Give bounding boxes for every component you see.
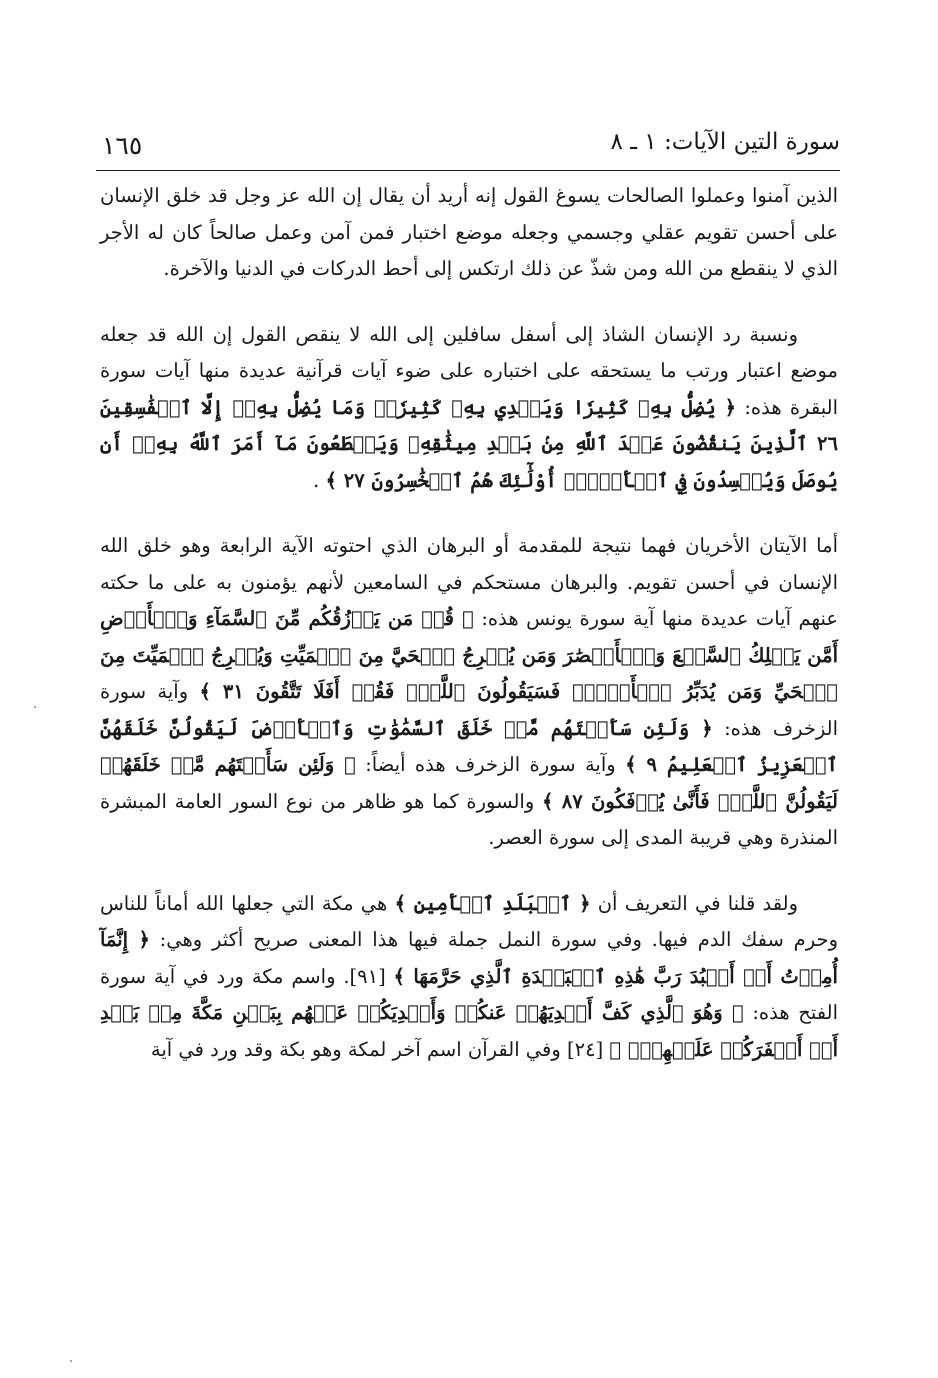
paragraph-text: ونسبة رد الإنسان الشاذ إلى أسفل سافلين إلى الله لا ينقص القول إن الله قد جعله موضع اعتبار ورتب ما يستحقه على اختباره على ضوء آيات قرآنية عديدة منها آيات سورة البقرة هذه: [100,322,838,419]
paragraph-text: . [313,468,326,492]
running-title: سورة التين الآيات: ١ ـ ٨ [610,129,840,155]
scan-speck [70,1360,72,1362]
paragraph-text: [٢٤] وفي القرآن اسم آخر لمكة وهو بكة وقد ورد في آية [150,1037,610,1061]
paragraph-text: والسورة كما هو ظاهر من نوع السور العامة المبشرة المنذرة وهي قريبة المدى إلى سورة العصر. [100,789,838,849]
paragraph-3 [100,528,838,857]
paragraph-spacer [100,499,838,528]
scan-speck [34,706,36,708]
paragraph-4 [100,886,838,1069]
quran-quote: ﴿ وَهُوَ ٱلَّذِي كَفَّ أَيۡدِيَهُمۡ عَنكُمۡ وَأَيۡدِيَكُمۡ عَنۡهُم بِبَطۡنِ مَكَّةَ مِنۢ بَعۡدِ أَنۡ أَظۡفَرَكُمۡ عَلَيۡهِمۡۚ ﴾ [100,1001,838,1061]
quran-quote: ﴿ ٱلۡبَلَدِ ٱلۡأَمِينِ ﴾ [394,891,591,915]
quran-quote: ﴿ يُضِلُّ بِهِۦ كَثِيرٗا وَيَهۡدِي بِهِۦ كَثِيرٗاۚ وَمَا يُضِلُّ بِهِۦٓ إِلَّا ٱلۡفَٰسِقِينَ ٢٦ ٱلَّذِينَ يَنقُضُونَ عَهۡدَ ٱللَّهِ مِنۢ بَعۡدِ مِيثَٰقِهِۦ وَيَقۡطَعُونَ مَآ أَمَرَ ٱللَّهُ بِهِۦٓ أَن يُوصَلَ وَيُفۡسِدُونَ فِي ٱلۡأَرۡضِۚ أُوْلَٰٓئِكَ هُمُ ٱلۡخَٰسِرُونَ ٢٧ ﴾ [100,395,838,492]
paragraph-spacer [100,288,838,317]
quran-quote: ﴿ وَلَئِن سَأَلۡتَهُم مَّنۡ خَلَقَهُمۡ لَيَقُولُنَّ ٱللَّهُۖ فَأَنَّىٰ يُؤۡفَكُونَ ٨٧ ﴾ [100,753,838,813]
quran-quote: ﴿ قُلۡ مَن يَرۡزُقُكُم مِّنَ ٱلسَّمَآءِ وَٱلۡأَرۡضِ أَمَّن يَمۡلِكُ ٱلسَّمۡعَ وَٱلۡأَبۡصَٰرَ وَمَن يُخۡرِجُ ٱلۡحَيَّ مِنَ ٱلۡمَيِّتِ وَيُخۡرِجُ ٱلۡمَيِّتَ مِنَ ٱلۡحَيِّ وَمَن يُدَبِّرُ ٱلۡأَمۡرَۚ فَسَيَقُولُونَ ٱللَّهُۚ فَقُلۡ أَفَلَا تَتَّقُونَ ٣١ ﴾ [100,607,838,703]
paragraph-text: وآية سورة الزخرف هذه أيضاً: [355,753,626,776]
page-body [100,178,838,1068]
quran-quote: ﴿ وَلَئِن سَأَلۡتَهُم مَّنۡ خَلَقَ ٱلسَّمَٰوَٰتِ وَٱلۡأَرۡضَ لَيَقُولُنَّ خَلَقَهُنَّ ٱلۡعَزِيزُ ٱلۡعَلِيمُ ٩ ﴾ [100,716,838,776]
page-number: ١٦٥ [102,131,143,160]
header-divider [96,170,840,171]
paragraph-spacer [100,857,838,886]
paragraph-text: ولقد قلنا في التعريف أن [590,891,799,915]
page-header [96,125,840,169]
paragraph-text: هي مكة التي جعلها الله أماناً للناس وحرم سفك الدم فيها. وفي سورة النمل جملة فيها هذا المعنى صريح أكثر وهي: [100,891,838,951]
paragraph-2 [100,317,838,500]
paragraph-text: [٩١]. واسم مكة ورد في آية سورة الفتح هذه: [100,964,838,1024]
paragraph-1 [100,178,838,288]
paragraph-text: الذين آمنوا وعملوا الصالحات يسوغ القول إنه أريد أن يقال إن الله عز وجل قد خلق الإنسان على أحسن تقويم عقلي وجسمي وجعله موضع اختبار فمن آمن وعمل صالحاً كان له الأجر الذي لا ينقطع من الله ومن شذّ عن ذلك ارتكس إلى أحط الدركات في الدنيا والآخرة. [100,184,838,280]
quran-quote: ﴿ إِنَّمَآ أُمِرۡتُ أَنۡ أَعۡبُدَ رَبَّ هَٰذِهِ ٱلۡبَلۡدَةِ ٱلَّذِي حَرَّمَهَا ﴾ [100,928,838,988]
paragraph-text: أما الآيتان الأخريان فهما نتيجة للمقدمة أو البرهان الذي احتوته الآية الرابعة وهو خلق الله الإنسان في أحسن تقويم. والبرهان مستحكم في السامعين لأنهم يؤمنون به على ما حكته عنهم آيات عديدة منها آية سورة يونس هذه: [100,534,838,630]
paragraph-text: وآية سورة الزخرف هذه: [100,680,838,740]
